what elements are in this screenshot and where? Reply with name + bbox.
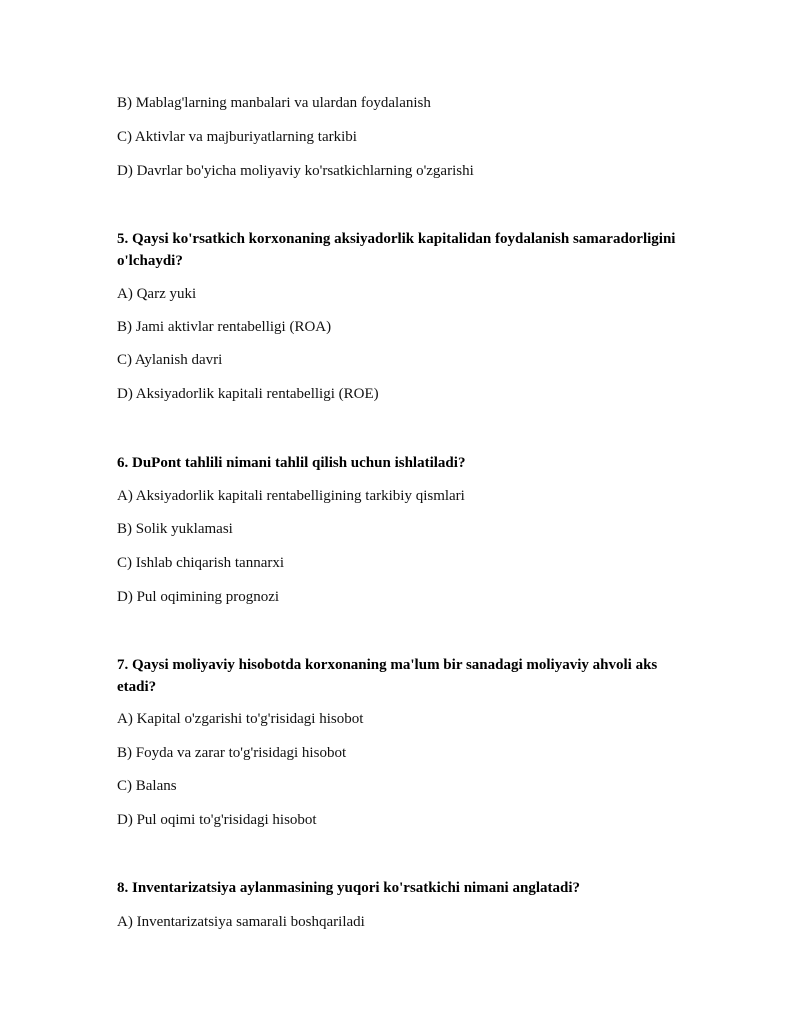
option-4c: C) Aktivlar va majburiyatlarning tarkibi (117, 129, 357, 145)
option-4d: D) Davrlar bo'yicha moliyaviy ko'rsatkichlarning o'zgarishi (117, 163, 474, 179)
option-6c: C) Ishlab chiqarish tannarxi (117, 555, 285, 571)
question-8: 8. Inventarizatsiya aylanmasining yuqori ko'rsatkichi nimani anglatadi? (117, 880, 580, 896)
option-6d: D) Pul oqimining prognozi (117, 589, 280, 605)
option-6b: B) Solik yuklamasi (117, 521, 233, 537)
option-7c: C) Balans (117, 778, 177, 794)
question-5: 5. Qaysi ko'rsatkich korxonaning aksiyadorlik kapitalidan foydalanish samaradorligini o'lchaydi? (117, 231, 676, 269)
option-7b: B) Foyda va zarar to'g'risidagi hisobot (117, 745, 347, 761)
option-5c: C) Aylanish davri (117, 352, 223, 368)
option-4b: B) Mablag'larning manbalari va ulardan foydalanish (117, 95, 431, 111)
question-7: 7. Qaysi moliyaviy hisobotda korxonaning ma'lum bir sanadagi moliyaviy ahvoli aks etadi? (117, 657, 658, 695)
option-5a: A) Qarz yuki (117, 286, 197, 302)
option-6a: A) Aksiyadorlik kapitali rentabelligining tarkibiy qismlari (117, 488, 465, 504)
question-6: 6. DuPont tahlili nimani tahlil qilish uchun ishlatiladi? (117, 455, 466, 471)
option-5b: B) Jami aktivlar rentabelligi (ROA) (117, 319, 332, 335)
option-8a: A) Inventarizatsiya samarali boshqariladi (117, 914, 365, 930)
option-7d: D) Pul oqimi to'g'risidagi hisobot (117, 812, 317, 828)
option-7a: A) Kapital o'zgarishi to'g'risidagi hisobot (117, 711, 364, 727)
option-5d: D) Aksiyadorlik kapitali rentabelligi (ROE) (117, 386, 379, 402)
